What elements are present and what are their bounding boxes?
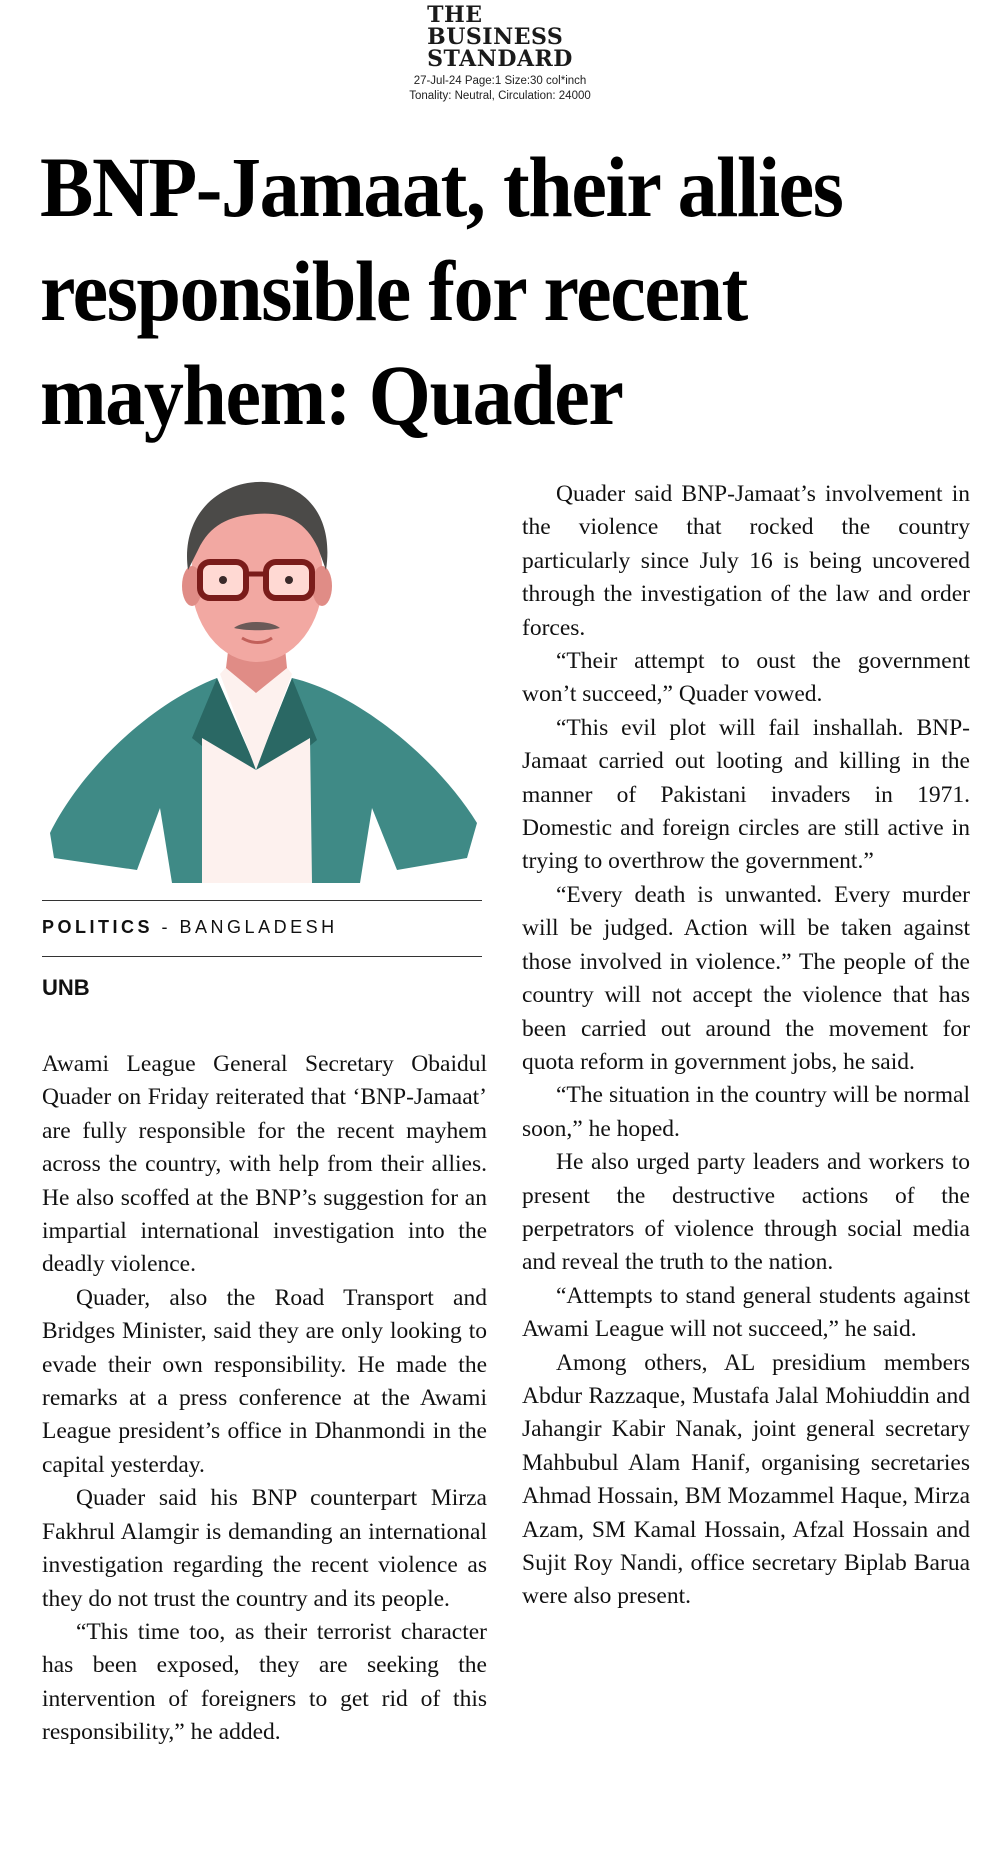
article-paragraph: “This evil plot will fail inshallah. BNP-Jamaat carried out looting and killing in the manner of Pakistani invaders in 1971. Domestic and foreign circles are still active in trying to overthrow the government.” xyxy=(522,714,970,875)
article-column-left xyxy=(42,1048,487,1750)
subsection-name: BANGLADESH xyxy=(179,917,338,937)
article-paragraph: Quader, also the Road Transport and Bridges Minister, said they are only looking to evade their own responsibility. He made the remarks at a press conference at the Awami League president’s office in Dhanmondi in the capital yesterday. xyxy=(42,1284,487,1478)
headline: BNP-Jamaat, their allies responsible for recent mayhem: Quader xyxy=(40,139,843,443)
clipping-meta-line-1: 27-Jul-24 Page:1 Size:30 col*inch xyxy=(413,75,587,87)
byline: UNB xyxy=(42,975,90,1000)
article-paragraph: Quader said his BNP counterpart Mirza Fakhrul Alamgir is demanding an international investigation regarding the recent violence as they do not trust the country and its people. xyxy=(42,1485,487,1612)
section-rule-top xyxy=(42,900,482,901)
article-paragraph: Awami League General Secretary Obaidul Quader on Friday reiterated that ‘BNP-Jamaat’ are fully responsible for the recent mayhem across the country, with help from their allies. He also scoffed at the BNP’s suggestion for an impartial international investigation into the deadly violence. xyxy=(42,1051,487,1278)
article-paragraph: Quader said BNP-Jamaat’s involvement in the violence that rocked the country particularly since July 16 is being uncovered through the investigation of the law and order forces. xyxy=(522,481,970,641)
portrait-eye-left xyxy=(219,576,227,584)
portrait-illustration-icon xyxy=(42,478,482,883)
publication-logo xyxy=(427,4,573,70)
section-name: POLITICS xyxy=(42,917,154,937)
article-paragraph: “This time too, as their terrorist character has been exposed, they are seeking the intervention of foreigners to get rid of this responsibility,” he added. xyxy=(42,1618,487,1746)
article-paragraph: He also urged party leaders and workers to present the destructive actions of the perpetrators of violence through social media and reveal the truth to the nation. xyxy=(522,1149,970,1276)
article-paragraph: “Every death is unwanted. Every murder will be judged. Action will be taken against those involved in violence.” The people of the country will not accept the violence that has been carried out around the movement for quota reform in government jobs, he said. xyxy=(522,881,970,1075)
logo-line-3: STANDARD xyxy=(427,46,573,72)
article-paragraph: “Their attempt to oust the government won’t succeed,” Quader vowed. xyxy=(522,648,970,708)
article-paragraph: “The situation in the country will be normal soon,” he hoped. xyxy=(522,1082,970,1142)
section-rule-bottom xyxy=(42,956,482,957)
article-column-right xyxy=(522,478,970,1614)
portrait-eye-right xyxy=(285,576,293,584)
article-paragraph: Among others, AL presidium members Abdur Razzaque, Mustafa Jalal Mohiuddin and Jahangir Kabir Nanak, joint general secretary Mahbubul Alam Hanif, organising secretaries Ahmad Hossain, BM Mozammel Haque, Mirza Azam, SM Kamal Hossain, Afzal Hossain and Sujit Roy Nandi, office secretary Biplab Barua were also present. xyxy=(522,1349,970,1610)
masthead xyxy=(0,4,1000,104)
logo-line-2: BUSINESS xyxy=(427,24,564,50)
clipping-meta-line-2: Tonality: Neutral, Circulation: 24000 xyxy=(409,90,591,102)
clipping-meta xyxy=(0,74,1000,104)
logo-line-1: THE xyxy=(427,2,483,28)
article-paragraph: “Attempts to stand general students against Awami League will not succeed,” he said. xyxy=(522,1282,970,1343)
section-separator: - xyxy=(161,917,172,937)
section-label xyxy=(42,917,338,938)
